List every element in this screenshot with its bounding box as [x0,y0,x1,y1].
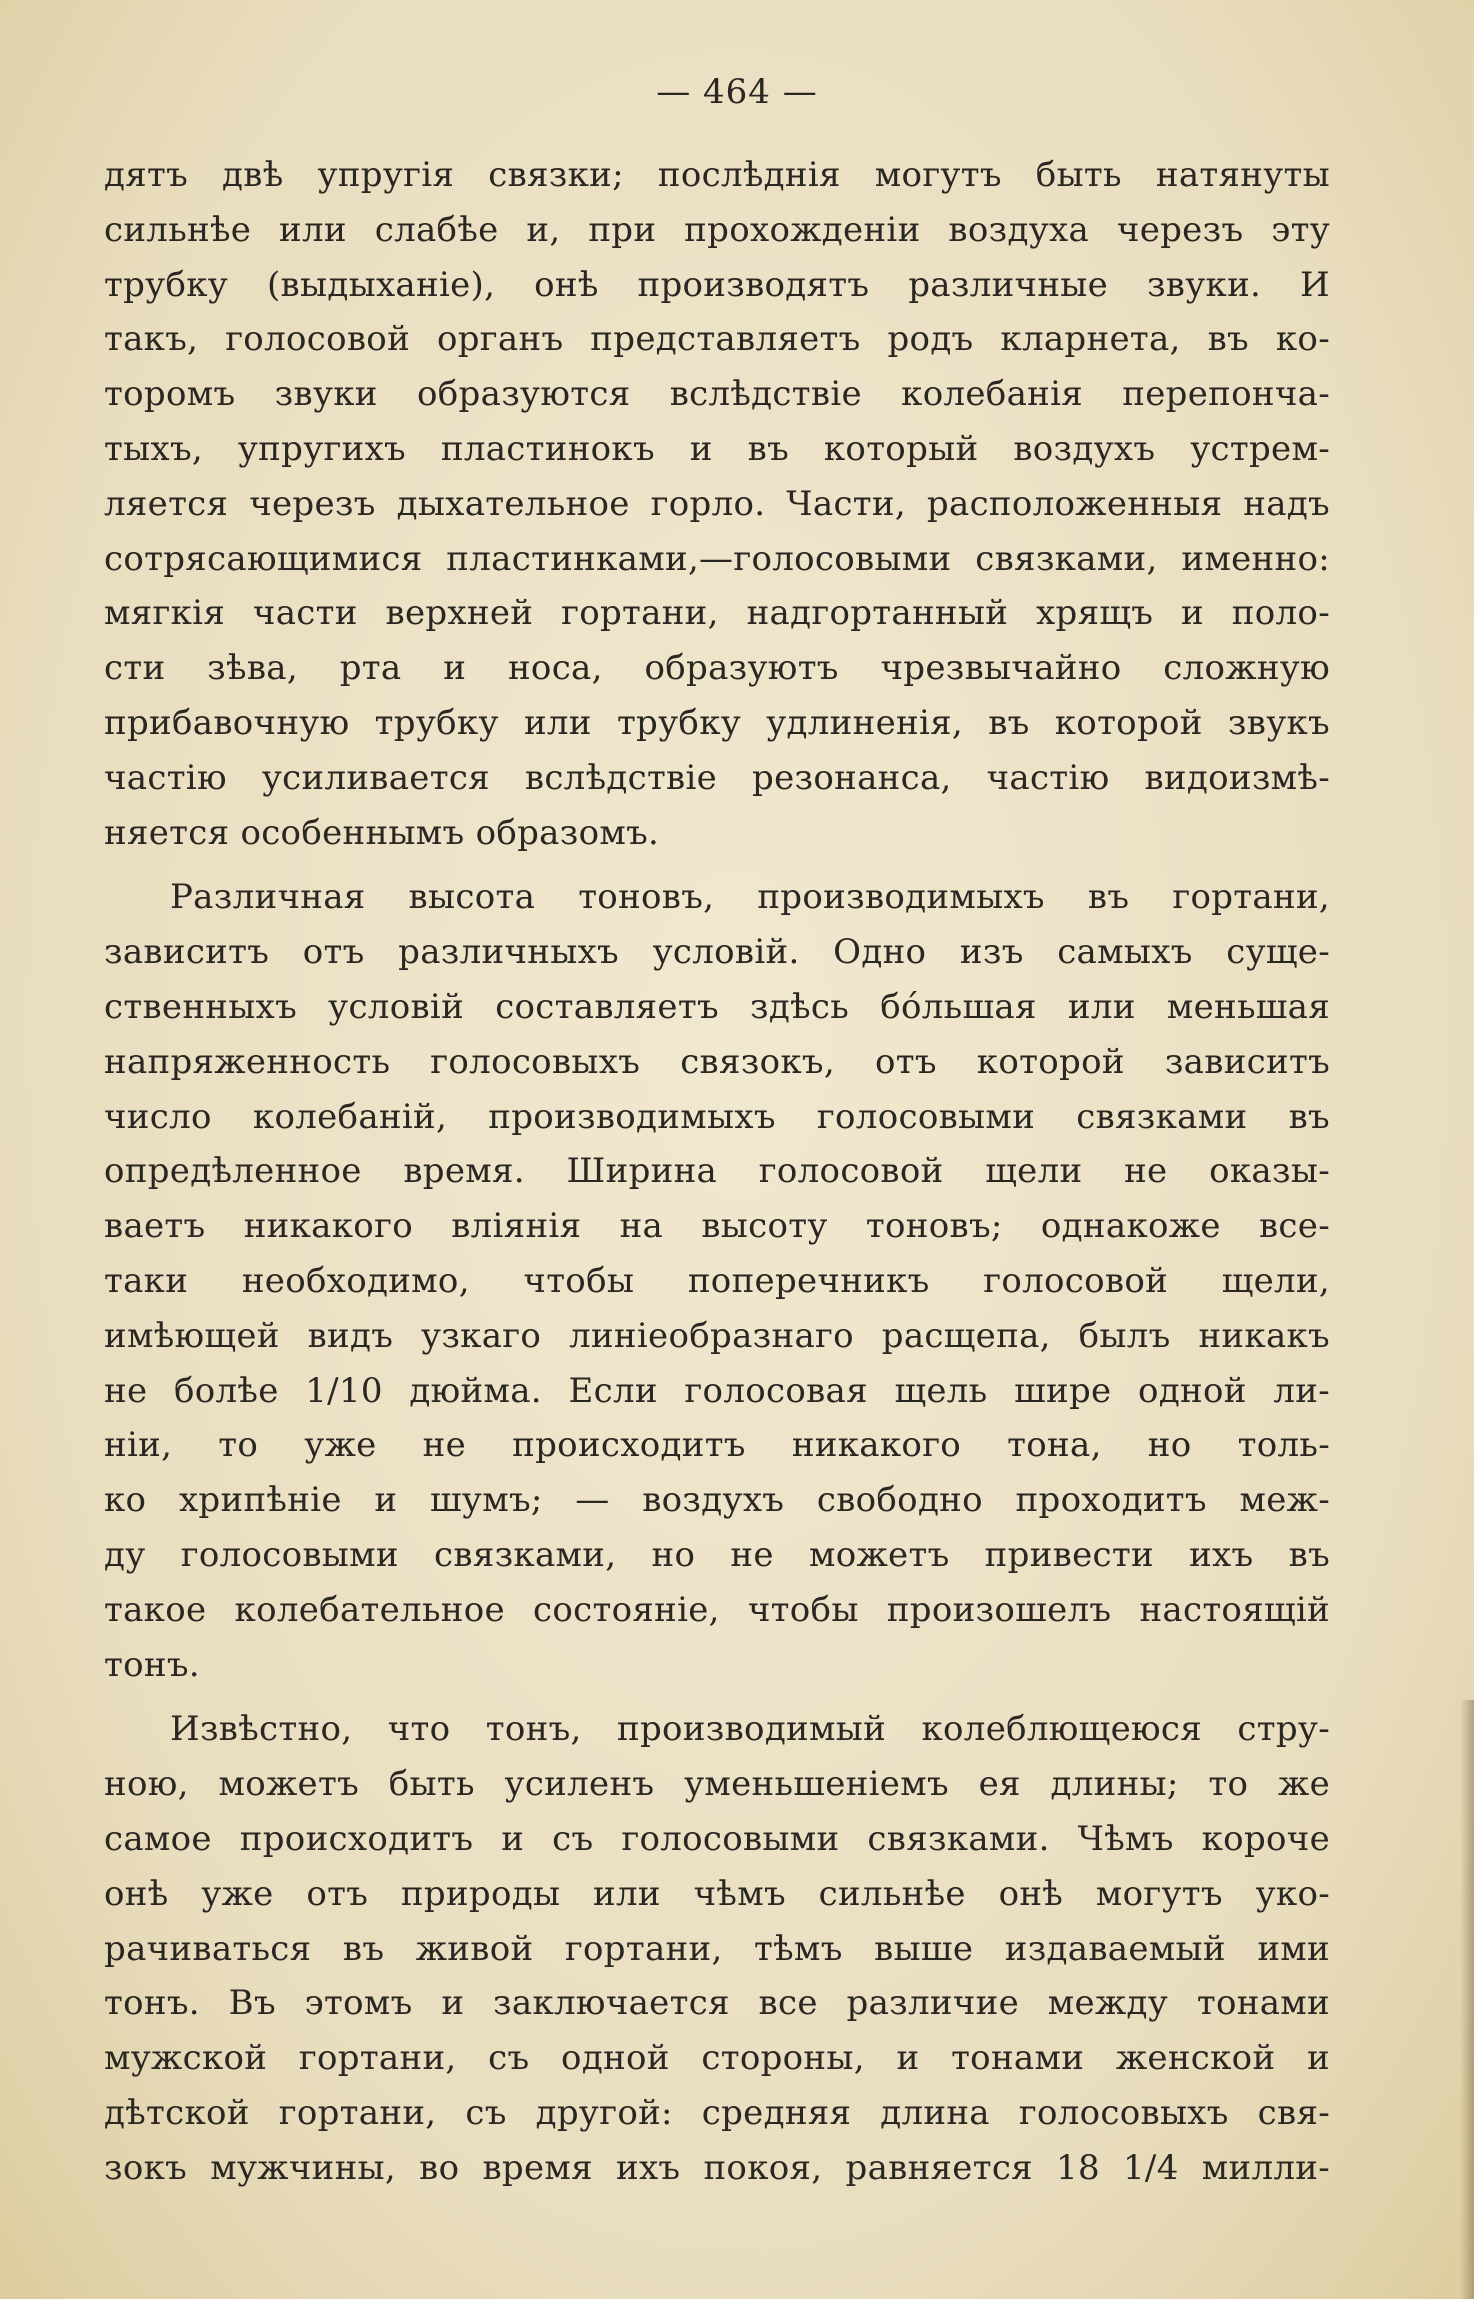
text-line: рачиваться въ живой гортани, тѣмъ выше издаваемый ими [104,1928,1330,1969]
text-line: Различная высота тоновъ, производимыхъ въ гортани, [170,877,1330,918]
text-line: тыхъ, упругихъ пластинокъ и въ который воздухъ устрем- [104,428,1330,469]
page-number: — 464 — [656,72,818,112]
text-line: ніи, то уже не происходитъ никакого тона, но толь- [104,1425,1330,1466]
text-line: имѣющей видъ узкаго линіеобразнаго расщепа, былъ никакъ [104,1315,1330,1356]
text-line: онѣ уже отъ природы или чѣмъ сильнѣе онѣ могутъ уко- [104,1873,1330,1914]
text-line: частію усиливается вслѣдствіе резонанса, частію видоизмѣ- [104,757,1330,798]
paragraph-gap [104,860,1330,870]
text-line: ко хрипѣніе и шумъ; — воздухъ свободно проходитъ меж- [104,1480,1330,1521]
text-line: сильнѣе или слабѣе и, при прохожденіи воздуха черезъ эту [104,209,1330,250]
text-line: сти зѣва, рта и носа, образуютъ чрезвычайно сложную [104,648,1330,689]
text-line: дѣтской гортани, съ другой: средняя длина голосовыхъ свя- [104,2092,1330,2133]
text-line: тонъ. Въ этомъ и заключается все различие между тонами [104,1983,1330,2024]
text-line: Извѣстно, что тонъ, производимый колеблющеюся стру- [170,1709,1330,1750]
text-line: мужской гортани, съ одной стороны, и тонами женской и [104,2038,1330,2079]
page-edge-shadow [1460,1700,1474,2299]
text-line: мягкія части верхней гортани, надгортанный хрящъ и поло- [104,593,1330,634]
text-line: напряженность голосовыхъ связокъ, отъ которой зависитъ [104,1041,1330,1082]
body-text [104,148,1330,2195]
text-line: ственныхъ условій составляетъ здѣсь бóльшая или меньшая [104,986,1330,1027]
paragraph-1 [104,148,1330,860]
text-line: таки необходимо, чтобы поперечникъ голосовой щели, [104,1260,1330,1301]
text-line: сотрясающимися пластинками,—голосовыми связками, именно: [104,538,1330,579]
text-line: трубку (выдыханіе), онѣ производятъ различные звуки. И [104,264,1330,305]
paragraph-gap [104,1692,1330,1702]
text-line: зависитъ отъ различныхъ условій. Одно изъ самыхъ суще- [104,932,1330,973]
text-line: ду голосовыми связками, но не можетъ привести ихъ въ [104,1534,1330,1575]
text-line: не болѣе 1/10 дюйма. Если голосовая щель шире одной ли- [104,1370,1330,1411]
text-line: прибавочную трубку или трубку удлиненія, въ которой звукъ [104,702,1330,743]
paragraph-2 [104,870,1330,1692]
text-line: опредѣленное время. Ширина голосовой щели не оказы- [104,1151,1330,1192]
text-line: няется особеннымъ образомъ. [104,812,660,853]
text-line: число колебаній, производимыхъ голосовыми связками въ [104,1096,1330,1137]
text-line: самое происходитъ и съ голосовыми связками. Чѣмъ короче [104,1818,1330,1859]
text-line: тонъ. [104,1644,200,1685]
text-line: зокъ мужчины, во время ихъ покоя, равняется 18 1/4 милли- [104,2147,1330,2188]
text-line: дятъ двѣ упругія связки; послѣднія могутъ быть натянуты [104,155,1330,195]
text-line: ляется черезъ дыхательное горло. Части, расположенныя надъ [104,483,1330,524]
text-line: такое колебательное состояніе, чтобы произошелъ настоящій [104,1589,1330,1630]
text-line: торомъ звуки образуются вслѣдствіе колебанія перепонча- [104,374,1330,415]
text-line: ваетъ никакого вліянія на высоту тоновъ; однакоже все- [104,1206,1330,1247]
text-line: такъ, голосовой органъ представляетъ родъ кларнета, въ ко- [104,319,1330,360]
paragraph-3 [104,1702,1330,2195]
text-line: ною, можетъ быть усиленъ уменьшеніемъ ея длины; то же [104,1764,1330,1805]
